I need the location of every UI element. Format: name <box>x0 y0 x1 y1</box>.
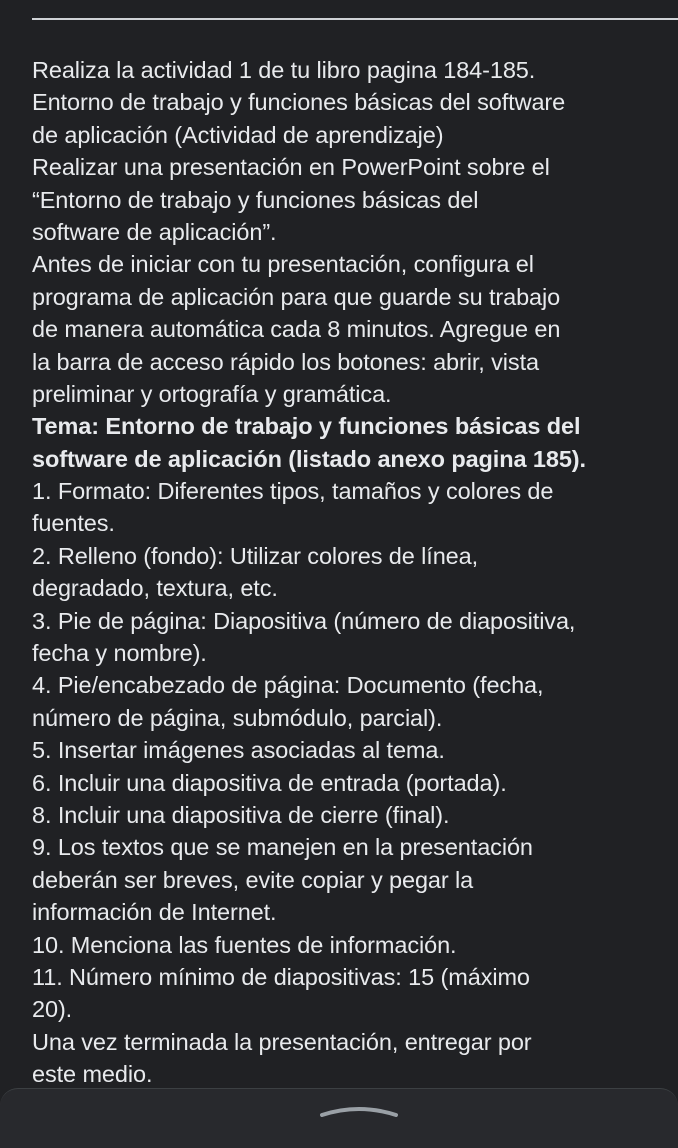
text-line: 2. Relleno (fondo): Utilizar colores de línea, <box>32 542 479 569</box>
text-line: la barra de acceso rápido los botones: abrir, vista <box>32 348 539 375</box>
text-line: información de Internet. <box>32 899 277 926</box>
text-line: programa de aplicación para que guarde su trabajo <box>32 283 561 310</box>
top-divider <box>32 18 678 20</box>
text-line: preliminar y ortografía y gramática. <box>32 380 392 407</box>
text-line: 10. Menciona las fuentes de información. <box>32 931 457 958</box>
text-line: Realizar una presentación en PowerPoint sobre el <box>32 154 550 181</box>
text-line: Realiza la actividad 1 de tu libro pagina 184-185. <box>32 57 536 83</box>
text-line: software de aplicación”. <box>32 218 277 245</box>
text-line: Una vez terminada la presentación, entregar por <box>32 1028 532 1055</box>
text-line: número de página, submódulo, parcial). <box>32 704 443 731</box>
chevron-up-icon[interactable] <box>320 1105 398 1117</box>
text-line: de aplicación (Actividad de aprendizaje) <box>32 121 444 148</box>
text-line: fuentes. <box>32 510 115 537</box>
text-line: 6. Incluir una diapositiva de entrada (portada). <box>32 769 507 796</box>
text-line: de manera automática cada 8 minutos. Agregue en <box>32 316 561 343</box>
bottom-sheet[interactable] <box>0 1088 678 1148</box>
text-line: 8. Incluir una diapositiva de cierre (final). <box>32 801 450 828</box>
text-line: 11. Número mínimo de diapositivas: 15 (máximo <box>32 963 530 990</box>
text-line: este medio. <box>32 1061 153 1088</box>
text-line: Entorno de trabajo y funciones básicas del software <box>32 89 566 116</box>
text-line: deberán ser breves, evite copiar y pegar la <box>32 866 474 893</box>
text-line: 20). <box>32 996 73 1023</box>
topic-heading-line: Tema: Entorno de trabajo y funciones básicas del <box>32 413 581 440</box>
text-line: 3. Pie de página: Diapositiva (número de diapositiva, <box>32 607 576 634</box>
text-line: “Entorno de trabajo y funciones básicas del <box>32 186 479 213</box>
assignment-text <box>32 54 678 1091</box>
text-line: degradado, textura, etc. <box>32 575 278 602</box>
text-line: 9. Los textos que se manejen en la presentación <box>32 834 533 861</box>
text-line: 1. Formato: Diferentes tipos, tamaños y colores de <box>32 478 554 505</box>
text-line: Antes de iniciar con tu presentación, configura el <box>32 251 534 278</box>
text-line: fecha y nombre). <box>32 640 207 667</box>
topic-heading-line: software de aplicación (listado anexo pagina 185). <box>32 445 586 472</box>
text-line: 5. Insertar imágenes asociadas al tema. <box>32 737 445 764</box>
text-line: 4. Pie/encabezado de página: Documento (fecha, <box>32 672 544 699</box>
